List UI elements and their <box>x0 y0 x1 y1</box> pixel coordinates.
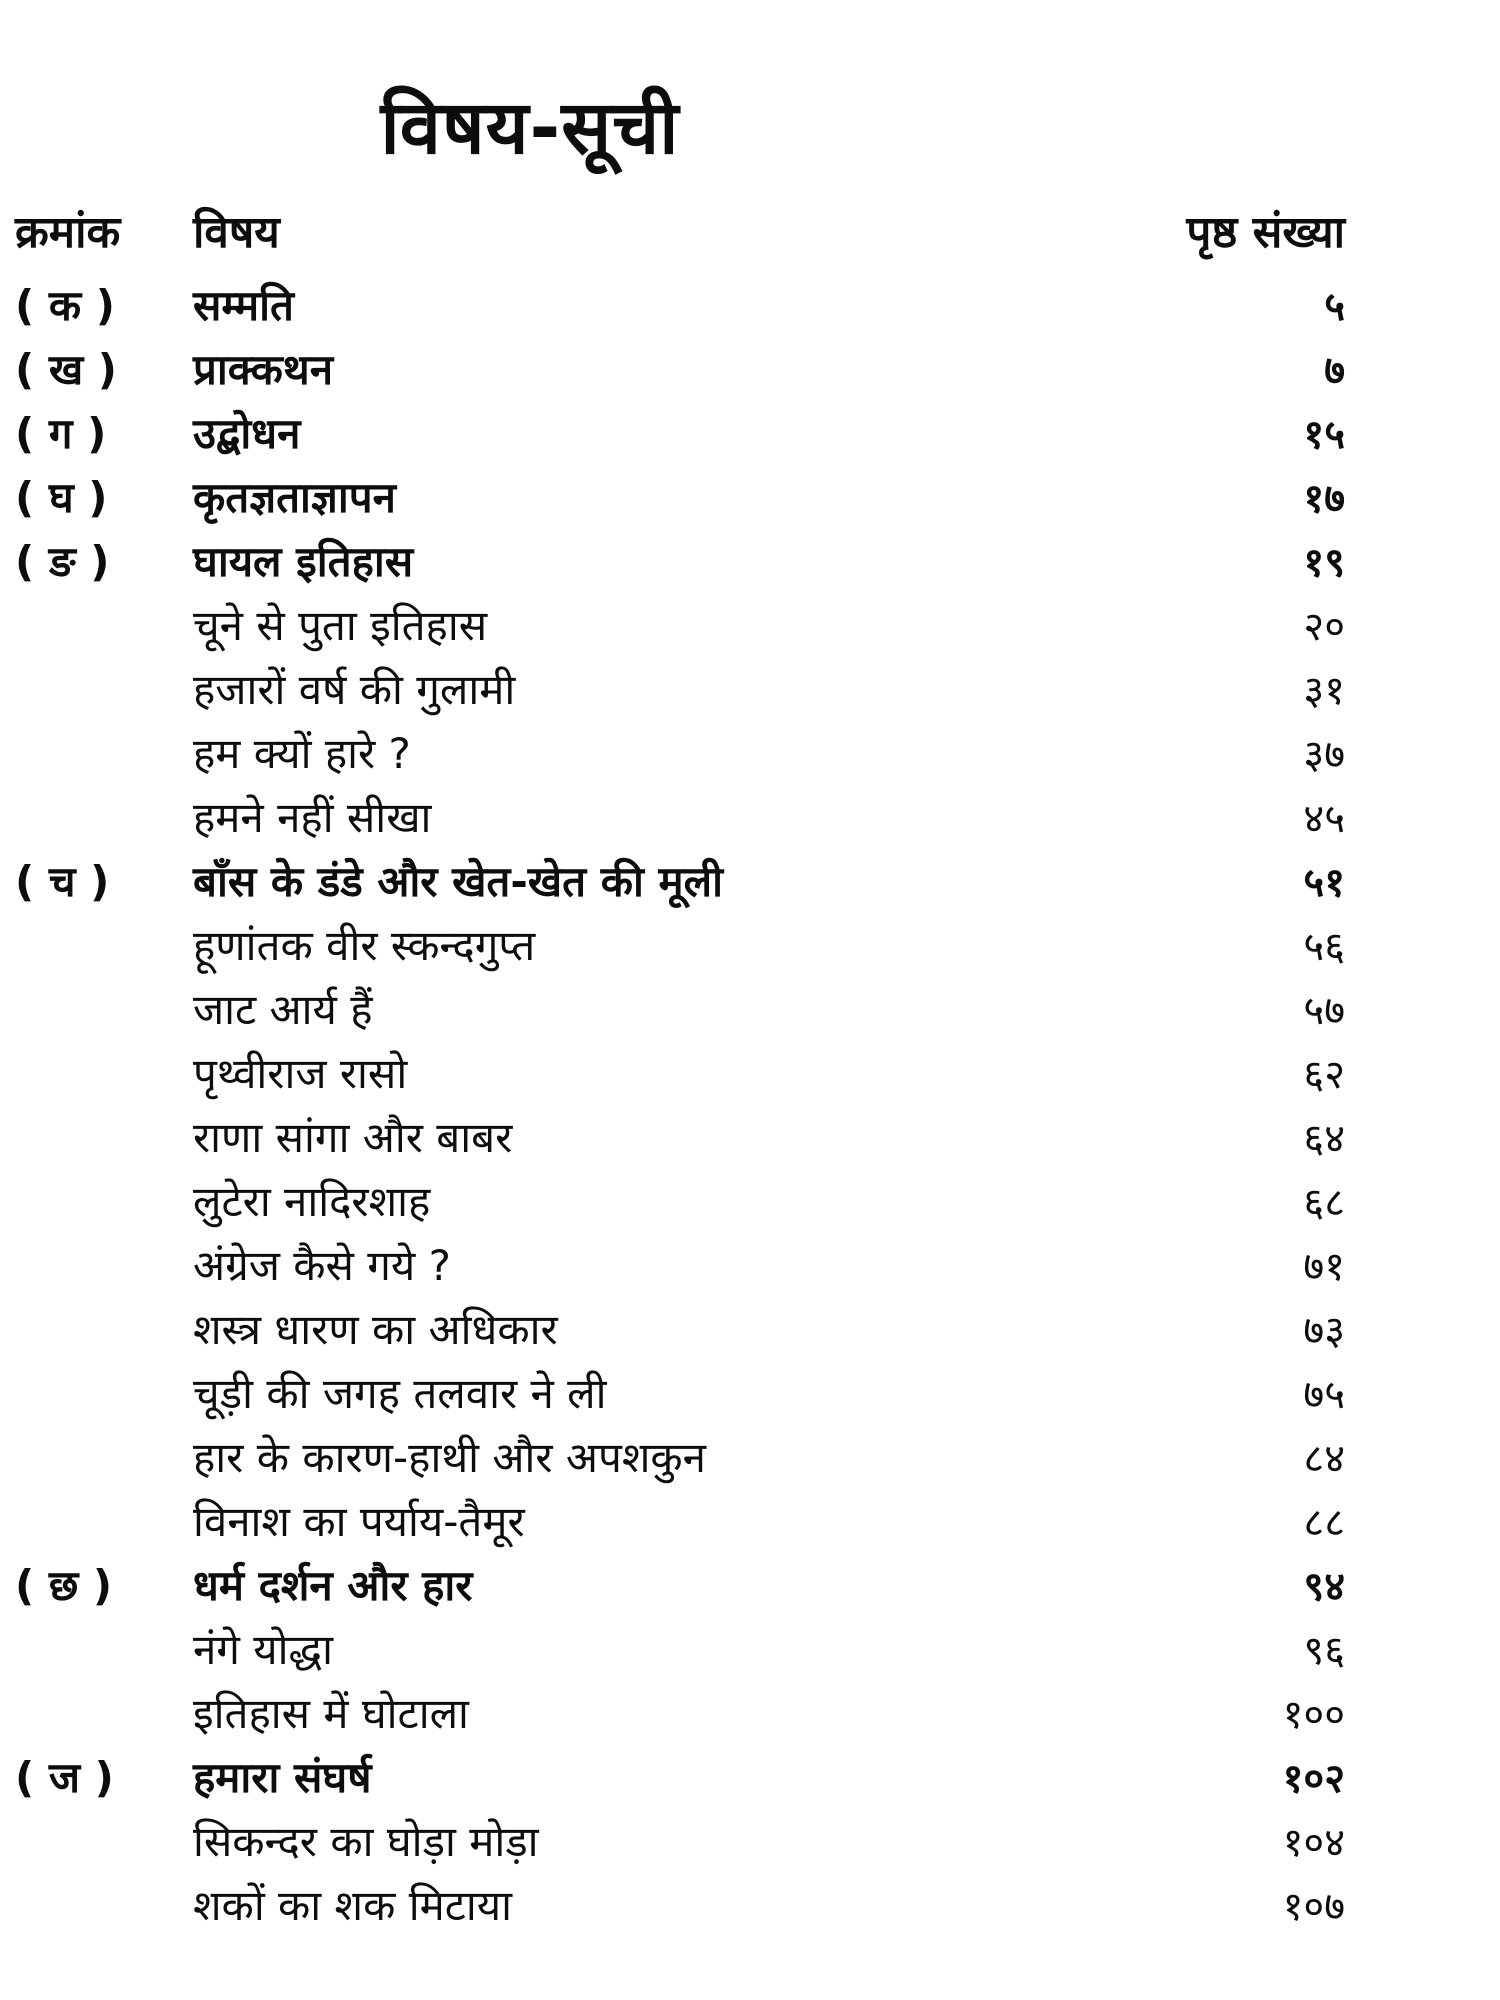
toc-row-subject: विनाश का पर्याय-तैमूर <box>193 1497 525 1547</box>
toc-row-page-number: ८४ <box>1303 1436 1345 1483</box>
toc-row-subject: उद्बोधन <box>193 409 301 459</box>
toc-row <box>15 594 1345 658</box>
toc-row-page-number: ४५ <box>1303 796 1345 843</box>
toc-row-page-number: ५१ <box>1303 860 1345 907</box>
toc-row-serial: ( क ) <box>15 281 115 331</box>
toc-row <box>15 1234 1345 1298</box>
toc-row-page-number: ९६ <box>1303 1628 1345 1675</box>
toc-row-page-number: १०४ <box>1282 1820 1345 1867</box>
toc-row-subject: कृतज्ञताज्ञापन <box>193 473 396 523</box>
toc-row-page-number: १०७ <box>1282 1884 1345 1931</box>
toc-row <box>15 1682 1345 1746</box>
toc-row-page-number: ९४ <box>1303 1564 1345 1611</box>
toc-row-subject: लुटेरा नादिरशाह <box>193 1177 431 1227</box>
toc-row-page-number: ३७ <box>1303 732 1345 779</box>
toc-row-page-number: ६४ <box>1303 1116 1345 1163</box>
toc-row-serial: ( ज ) <box>15 1753 114 1803</box>
toc-row <box>15 786 1345 850</box>
toc-row-subject: अंग्रेज कैसे गये ? <box>193 1241 451 1291</box>
toc-row-subject: राणा सांगा और बाबर <box>193 1113 513 1163</box>
toc-row <box>15 1810 1345 1874</box>
toc-header-serial: क्रमांक <box>15 207 121 259</box>
toc-row-subject: शकों का शक मिटाया <box>193 1881 512 1931</box>
toc-row-page-number: ५ <box>1324 284 1345 331</box>
toc-row-subject: घायल इतिहास <box>193 537 414 587</box>
toc-row-page-number: १०२ <box>1282 1756 1345 1803</box>
toc-row <box>15 1490 1345 1554</box>
toc-row <box>15 1874 1345 1938</box>
toc-row <box>15 1618 1345 1682</box>
toc-row <box>15 850 1345 914</box>
toc-row <box>15 914 1345 978</box>
toc-row-page-number: १७ <box>1303 476 1345 523</box>
toc-header-page-number: पृष्ठ संख्या <box>1186 207 1345 259</box>
toc-row-subject: हूणांतक वीर स्कन्दगुप्त <box>193 921 536 971</box>
toc-row-page-number: ६२ <box>1303 1052 1345 1099</box>
toc-rows <box>15 274 1345 1938</box>
table-of-contents <box>0 207 1345 1938</box>
toc-row-page-number: १९ <box>1303 540 1345 587</box>
toc-row-page-number: ७५ <box>1303 1372 1345 1419</box>
toc-row-subject: बाँस के डंडे और खेत-खेत की मूली <box>193 857 723 907</box>
toc-row-page-number: ६८ <box>1303 1180 1345 1227</box>
toc-row <box>15 1426 1345 1490</box>
toc-row-page-number: ७ <box>1324 348 1345 395</box>
toc-row <box>15 402 1345 466</box>
toc-row-page-number: ८८ <box>1303 1500 1345 1547</box>
toc-row <box>15 274 1345 338</box>
toc-row-subject: नंगे योद्धा <box>193 1625 333 1675</box>
toc-row-subject: प्राक्कथन <box>193 345 334 395</box>
toc-row-subject: जाट आर्य हैं <box>193 985 373 1035</box>
toc-row-page-number: ५७ <box>1303 988 1345 1035</box>
toc-row-serial: ( ख ) <box>15 345 117 395</box>
toc-row <box>15 722 1345 786</box>
toc-row <box>15 466 1345 530</box>
toc-row <box>15 530 1345 594</box>
toc-row-serial: ( घ ) <box>15 473 108 523</box>
toc-row-serial: ( च ) <box>15 857 110 907</box>
toc-row-subject: हार के कारण-हाथी और अपशकुन <box>193 1433 706 1483</box>
toc-row <box>15 1170 1345 1234</box>
toc-row-subject: हमारा संघर्ष <box>193 1753 372 1803</box>
toc-row-serial: ( ग ) <box>15 409 107 459</box>
toc-row-subject: धर्म दर्शन और हार <box>193 1561 473 1611</box>
toc-row <box>15 1746 1345 1810</box>
toc-row-page-number: ७३ <box>1303 1308 1345 1355</box>
toc-row-page-number: १०० <box>1282 1692 1345 1739</box>
toc-row <box>15 1106 1345 1170</box>
page-title: विषय-सूची <box>380 85 680 171</box>
toc-row <box>15 1298 1345 1362</box>
toc-row <box>15 338 1345 402</box>
toc-header-subject: विषय <box>193 207 280 259</box>
toc-row-subject: हम क्यों हारे ? <box>193 729 411 779</box>
toc-row-subject: चूड़ी की जगह तलवार ने ली <box>193 1369 607 1419</box>
toc-row <box>15 1362 1345 1426</box>
toc-row-page-number: ७१ <box>1303 1244 1345 1291</box>
toc-row-subject: शस्त्र धारण का अधिकार <box>193 1305 558 1355</box>
toc-row-page-number: १५ <box>1303 412 1345 459</box>
toc-row <box>15 658 1345 722</box>
toc-row-subject: इतिहास में घोटाला <box>193 1689 469 1739</box>
toc-row-page-number: ५६ <box>1303 924 1345 971</box>
toc-row-serial: ( ङ ) <box>15 537 110 587</box>
toc-row <box>15 1042 1345 1106</box>
toc-row-subject: हमने नहीं सीखा <box>193 793 432 843</box>
toc-row <box>15 1554 1345 1618</box>
toc-header-row <box>15 207 1345 260</box>
toc-row-serial: ( छ ) <box>15 1561 113 1611</box>
toc-row-subject: पृथ्वीराज रासो <box>193 1049 408 1099</box>
toc-row-subject: चूने से पुता इतिहास <box>193 601 488 651</box>
toc-row-subject: सम्मति <box>193 281 294 331</box>
toc-row <box>15 978 1345 1042</box>
toc-row-subject: सिकन्दर का घोड़ा मोड़ा <box>193 1817 539 1867</box>
toc-row-subject: हजारों वर्ष की गुलामी <box>193 665 516 715</box>
toc-row-page-number: २० <box>1303 604 1345 651</box>
toc-row-page-number: ३१ <box>1303 668 1345 715</box>
